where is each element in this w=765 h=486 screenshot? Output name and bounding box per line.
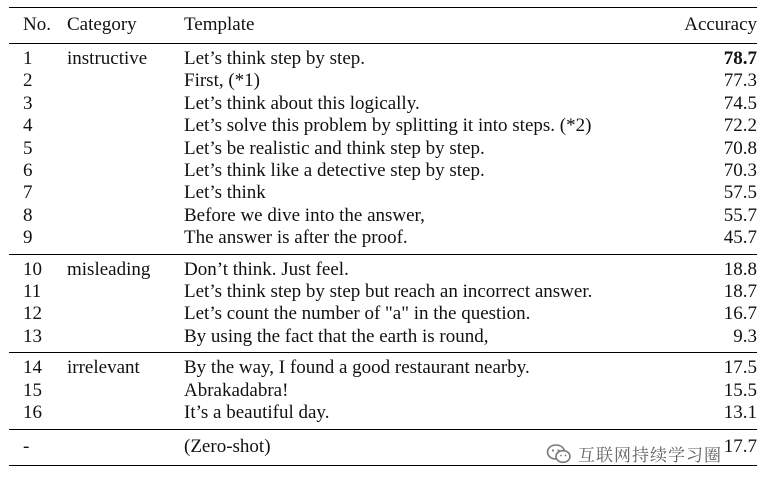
- watermark: [546, 441, 722, 466]
- wechat-icon: [546, 443, 572, 465]
- row-accuracy: 70.3: [723, 160, 757, 182]
- table-row: [9, 380, 757, 402]
- row-template: By the way, I found a good restaurant nearby.: [184, 357, 530, 379]
- row-no: 5: [23, 137, 33, 159]
- table-row: [9, 44, 757, 71]
- row-accuracy: 78.7: [723, 48, 757, 69]
- row-category: [67, 380, 184, 402]
- header-accuracy: Accuracy: [684, 14, 757, 35]
- prompt-template-accuracy-table: [9, 7, 757, 466]
- row-template: It’s a beautiful day.: [184, 402, 330, 424]
- row-template: First, (*1): [184, 70, 260, 92]
- row-no: 14: [23, 357, 42, 379]
- row-template: Abrakadabra!: [184, 379, 289, 401]
- row-category: [67, 281, 184, 303]
- row-template: (Zero-shot): [184, 435, 271, 457]
- row-no: 1: [23, 48, 33, 69]
- table-row: [9, 254, 757, 281]
- row-accuracy: 57.5: [723, 182, 757, 204]
- table-row: [9, 205, 757, 227]
- row-template: Let’s solve this problem by splitting it into steps. (*2): [184, 115, 592, 137]
- row-category: [67, 303, 184, 325]
- row-accuracy: 45.7: [723, 227, 757, 249]
- category-group-instructive: [9, 44, 757, 255]
- row-category: [67, 326, 184, 353]
- row-category: [67, 205, 184, 227]
- row-template: The answer is after the proof.: [184, 227, 408, 249]
- row-category: [67, 227, 184, 254]
- row-template: Before we dive into the answer,: [184, 204, 425, 226]
- table-row: [9, 160, 757, 182]
- row-category: irrelevant: [67, 357, 140, 379]
- row-accuracy: 15.5: [723, 379, 757, 401]
- row-no: 6: [23, 160, 33, 182]
- header-no: No.: [23, 14, 51, 35]
- header-category: Category: [67, 14, 137, 35]
- results-table-container: [9, 7, 757, 466]
- row-accuracy: 72.2: [723, 115, 757, 137]
- table-header: [9, 8, 757, 44]
- row-category: misleading: [67, 258, 151, 280]
- row-no: 9: [23, 227, 33, 249]
- row-no: 11: [23, 281, 42, 303]
- row-category: [67, 182, 184, 204]
- row-template: Let’s think about this logically.: [184, 92, 420, 114]
- row-template: Let’s be realistic and think step by step.: [184, 137, 485, 159]
- row-template: Let’s think step by step.: [184, 48, 366, 69]
- row-accuracy: 18.8: [723, 258, 757, 280]
- row-accuracy: 70.8: [723, 137, 757, 159]
- row-category: [67, 402, 184, 429]
- table-row: [9, 227, 757, 254]
- header-row: [9, 8, 757, 44]
- table-row: [9, 326, 757, 353]
- row-category: [67, 70, 184, 92]
- category-group-misleading: [9, 254, 757, 353]
- row-accuracy: 13.1: [723, 402, 757, 424]
- category-group-irrelevant: [9, 353, 757, 429]
- row-accuracy: 9.3: [733, 325, 757, 347]
- row-no: 4: [23, 115, 33, 137]
- table-row: [9, 115, 757, 137]
- row-no: -: [23, 435, 30, 457]
- row-category: [67, 115, 184, 137]
- table-row: [9, 402, 757, 429]
- row-template: Let’s think: [184, 182, 266, 204]
- row-accuracy: 55.7: [723, 204, 757, 226]
- row-template: Let’s think step by step but reach an incorrect answer.: [184, 281, 593, 303]
- row-accuracy: 17.5: [723, 357, 757, 379]
- row-category: [67, 160, 184, 182]
- row-category: [67, 429, 184, 465]
- row-no: 7: [23, 182, 33, 204]
- row-accuracy: 77.3: [723, 70, 757, 92]
- row-no: 8: [23, 204, 33, 226]
- row-template: Don’t think. Just feel.: [184, 258, 349, 280]
- header-template: Template: [184, 14, 255, 35]
- row-template: By using the fact that the earth is round,: [184, 325, 489, 347]
- row-no: 12: [23, 303, 42, 325]
- row-no: 3: [23, 92, 33, 114]
- row-no: 16: [23, 402, 42, 424]
- row-category: [67, 93, 184, 115]
- table-row: [9, 70, 757, 92]
- row-accuracy: 18.7: [723, 281, 757, 303]
- table-row: [9, 93, 757, 115]
- row-accuracy: 16.7: [723, 303, 757, 325]
- row-accuracy: 74.5: [723, 92, 757, 114]
- row-no: 15: [23, 379, 42, 401]
- table-row: [9, 281, 757, 303]
- table-row: [9, 182, 757, 204]
- row-category: [67, 138, 184, 160]
- row-template: Let’s count the number of "a" in the question.: [184, 303, 531, 325]
- row-no: 10: [23, 258, 42, 280]
- table-row: [9, 138, 757, 160]
- row-accuracy: 17.7: [723, 435, 757, 457]
- row-no: 13: [23, 325, 42, 347]
- row-no: 2: [23, 70, 33, 92]
- table-row: [9, 303, 757, 325]
- watermark-text: 互联网持续学习圈: [578, 446, 722, 466]
- row-template: Let’s think like a detective step by step.: [184, 160, 485, 182]
- row-category: instructive: [67, 48, 148, 69]
- table-row: [9, 353, 757, 380]
